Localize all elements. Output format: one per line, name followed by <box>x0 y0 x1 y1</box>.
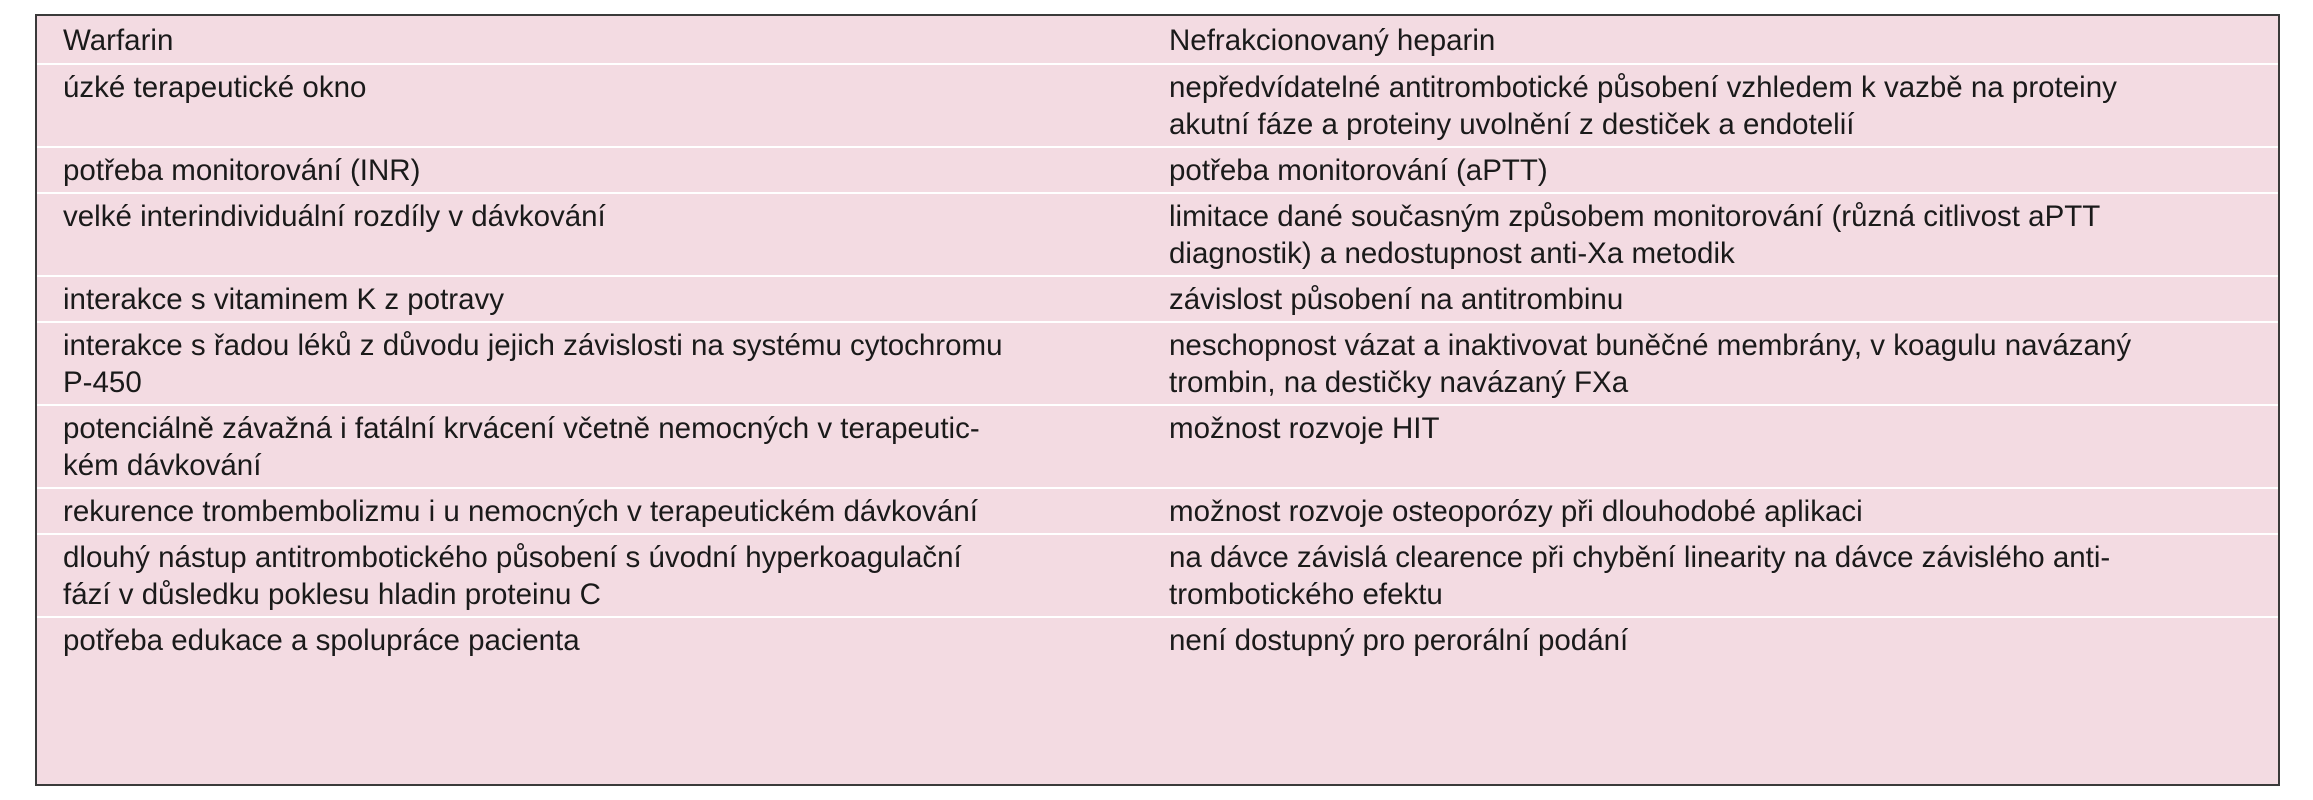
table-row <box>37 617 2278 662</box>
heparin-cell: na dávce závislá clearence při chybění linearity na dávce závislého anti- trombotického efektu <box>1143 534 2278 617</box>
comparison-table-frame <box>35 14 2280 786</box>
table-row <box>37 276 2278 322</box>
table-row <box>37 147 2278 193</box>
table-row <box>37 322 2278 405</box>
heparin-cell: neschopnost vázat a inaktivovat buněčné membrány, v koagulu navázaný trombin, na destičky navázaný FXa <box>1143 322 2278 405</box>
table-row <box>37 405 2278 488</box>
table-row <box>37 488 2278 534</box>
heparin-cell: potřeba monitorování (aPTT) <box>1143 147 2278 193</box>
heparin-cell: nepředvídatelné antitrombotické působení vzhledem k vazbě na proteiny akutní fáze a proteiny uvolnění z destiček a endotelií <box>1143 64 2278 147</box>
heparin-cell: možnost rozvoje HIT <box>1143 405 2278 488</box>
warfarin-cell: potenciálně závažná i fatální krvácení včetně nemocných v terapeutic- kém dávkování <box>37 405 1143 488</box>
warfarin-cell: interakce s vitaminem K z potravy <box>37 276 1143 322</box>
warfarin-cell: potřeba edukace a spolupráce pacienta <box>63 624 580 657</box>
table-row <box>37 534 2278 617</box>
column-header-warfarin: Warfarin <box>37 16 1143 64</box>
table-header-row <box>37 16 2278 64</box>
table-row <box>37 64 2278 147</box>
warfarin-cell: rekurence trombembolizmu i u nemocných v terapeutickém dávkování <box>37 488 1143 534</box>
column-header-heparin: Nefrakcionovaný heparin <box>1143 16 2278 64</box>
heparin-cell: možnost rozvoje osteoporózy při dlouhodobé aplikaci <box>1143 488 2278 534</box>
warfarin-cell: interakce s řadou léků z důvodu jejich závislosti na systému cytochromu P-450 <box>37 322 1143 405</box>
table-row <box>37 193 2278 276</box>
warfarin-cell: dlouhý nástup antitrombotického působení s úvodní hyperkoagulační fází v důsledku poklesu hladin proteinu C <box>37 534 1143 617</box>
warfarin-cell: úzké terapeutické okno <box>37 64 1143 147</box>
heparin-cell: limitace dané současným způsobem monitorování (různá citlivost aPTT diagnostik) a nedostupnost anti-Xa metodik <box>1143 193 2278 276</box>
comparison-table <box>37 16 2278 662</box>
heparin-cell: závislost působení na antitrombinu <box>1143 276 2278 322</box>
warfarin-cell: potřeba monitorování (INR) <box>37 147 1143 193</box>
heparin-cell: není dostupný pro perorální podání <box>1169 624 1629 657</box>
warfarin-cell: velké interindividuální rozdíly v dávkování <box>37 193 1143 276</box>
